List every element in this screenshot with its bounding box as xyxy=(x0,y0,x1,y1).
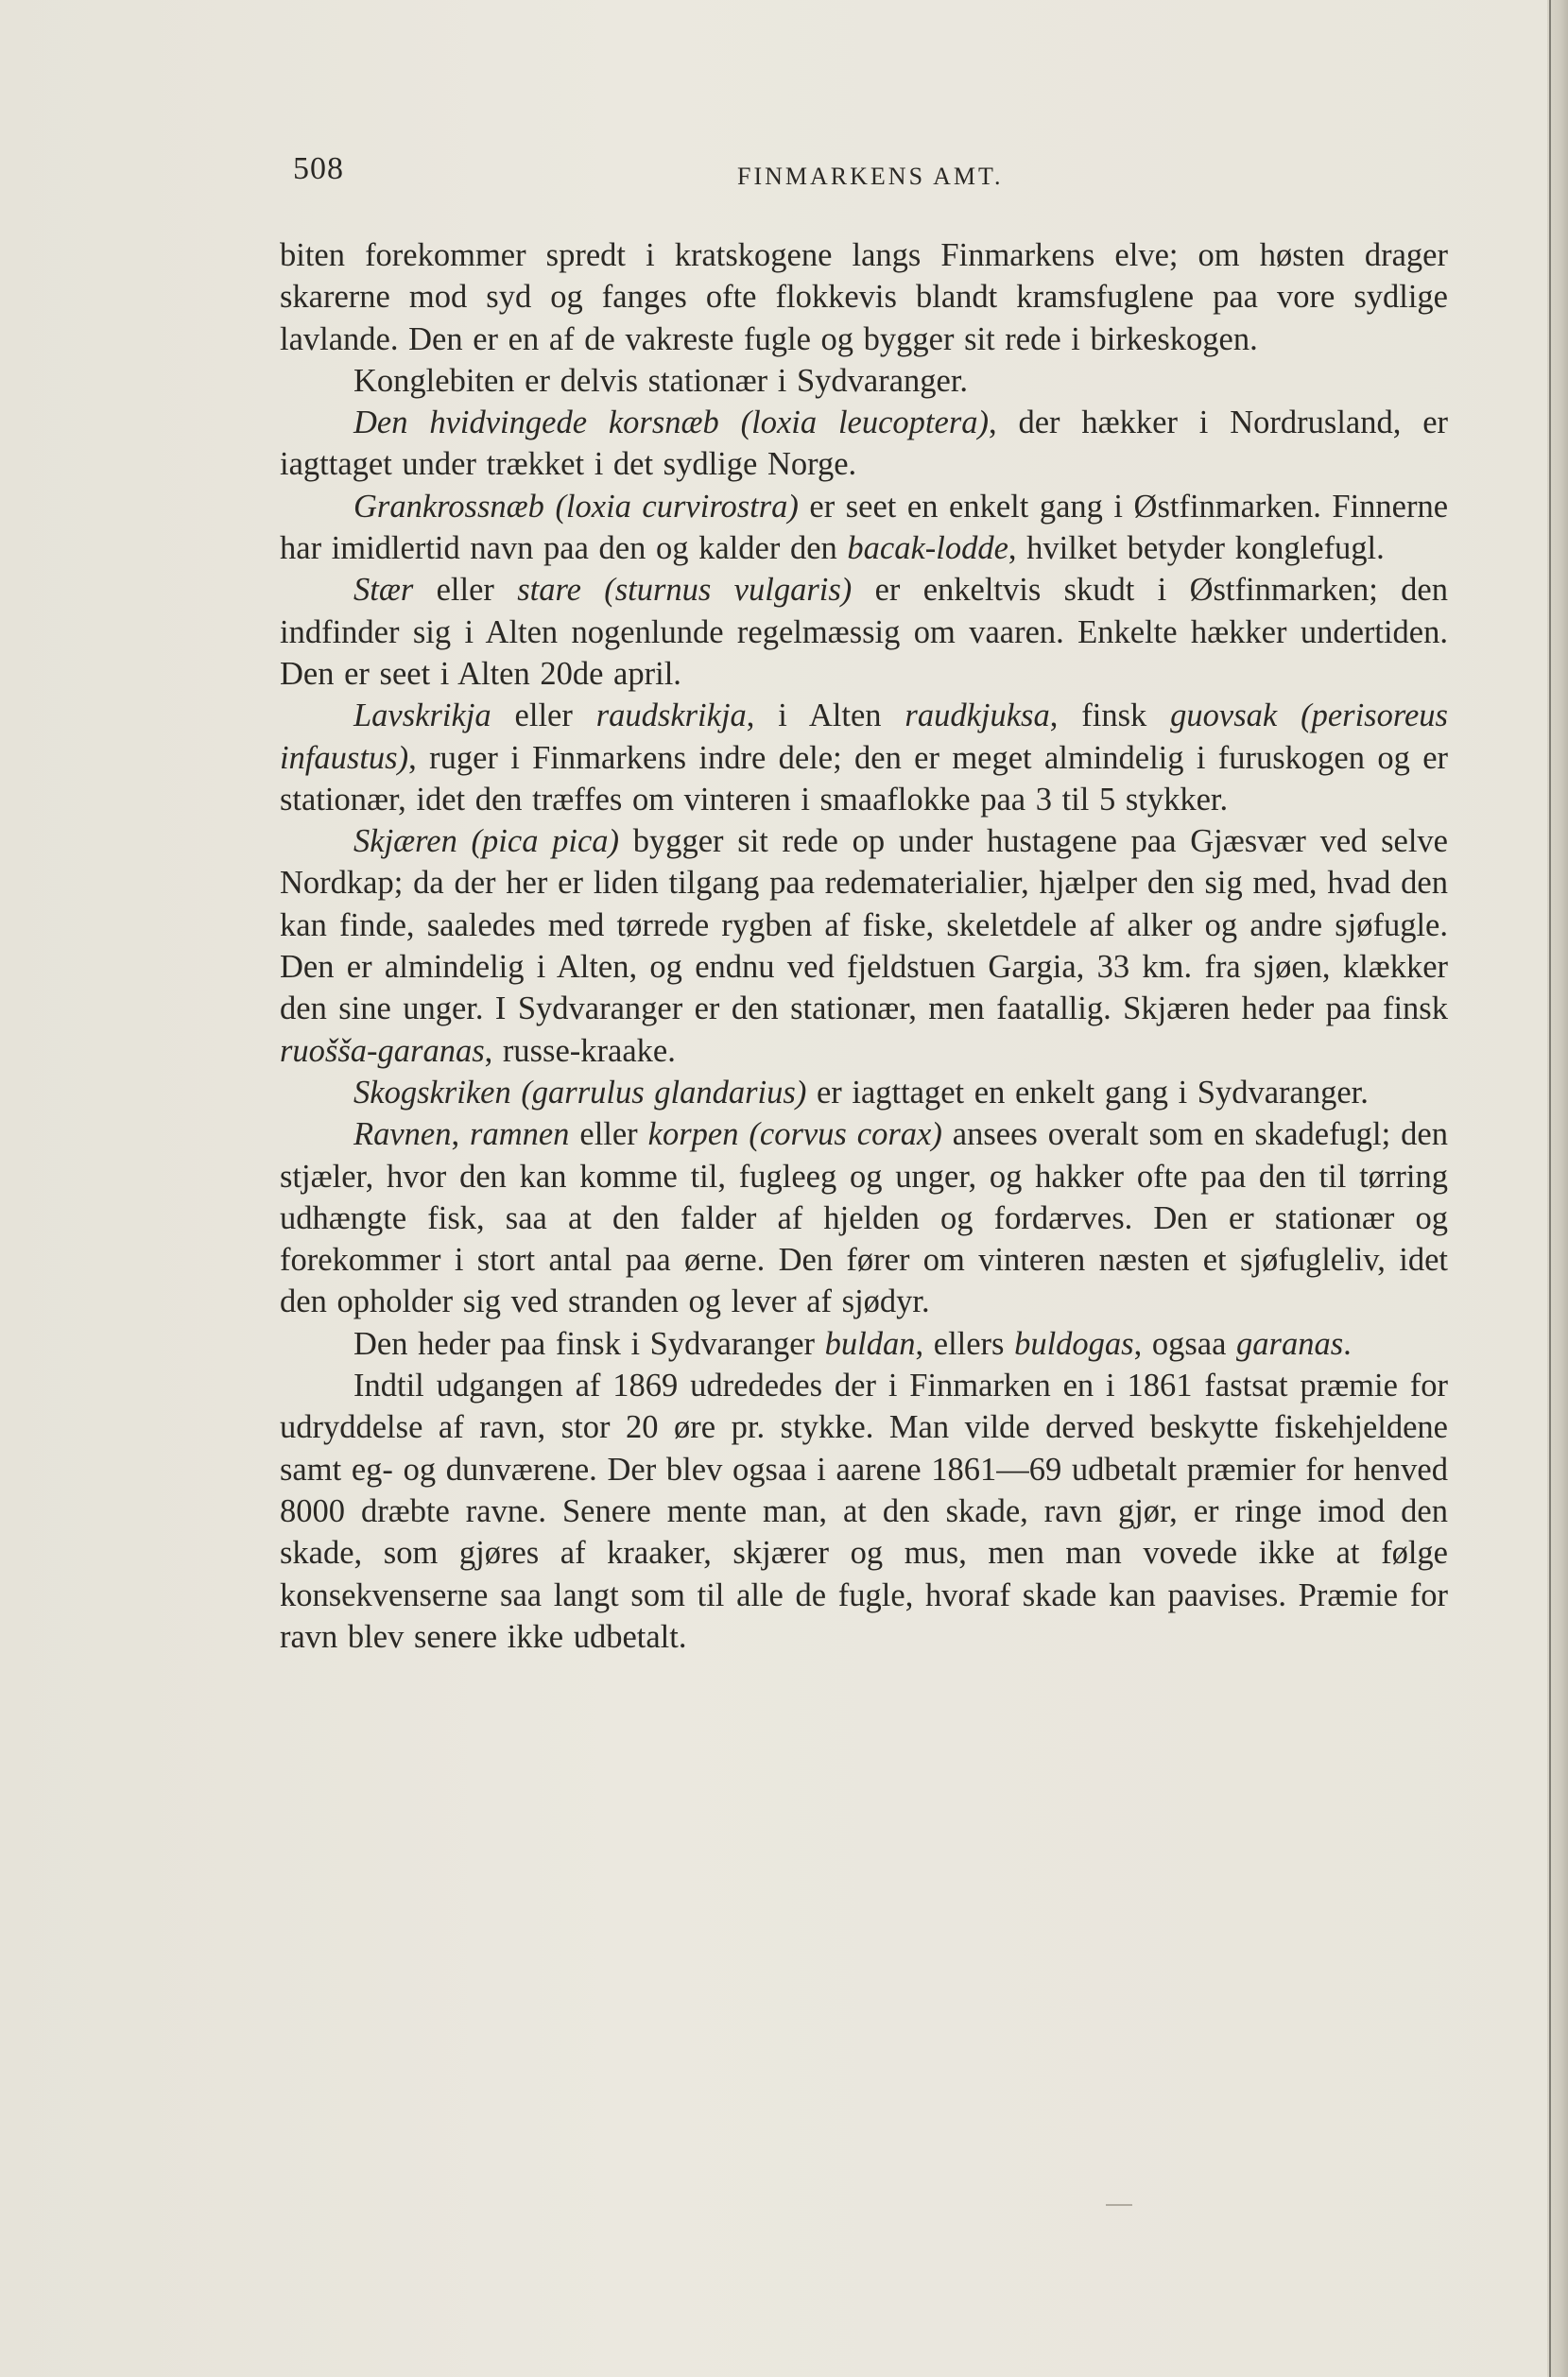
italic-term: ramnen xyxy=(470,1116,570,1153)
page-header xyxy=(293,151,1446,198)
text-run: eller xyxy=(413,572,518,609)
text-run: , russe-kraake. xyxy=(484,1032,676,1069)
paragraph xyxy=(280,486,1448,570)
paragraph xyxy=(280,360,1448,402)
running-head: FINMARKENS AMT. xyxy=(737,163,1004,190)
text-run: er iagttaget en enkelt gang i Sydvaranger. xyxy=(806,1074,1369,1111)
text-run: Den heder paa finsk i Sydvaranger xyxy=(353,1325,825,1362)
italic-term: ruošša-garanas xyxy=(280,1032,485,1069)
paragraph xyxy=(280,234,1448,360)
italic-term: buldan xyxy=(824,1325,916,1362)
text-run: Indtil udgangen af 1869 udrededes der i Finmarken en i 1861 fastsat præmie for udryddelse af ravn, stor 20 øre pr. stykke. Man vilde derved beskytte fiskehjeldene samt eg- og dunværene. Der blev ogsaa i aarene 1861—69 udbetalt præmier for henved 8000 dræbte ravne. Senere mente man, at den skade, ravn gjør, er ringe imod den skade, som gjøres af kraaker, skjærer og mus, men man vovede ikke at følge konsekvenserne saa langt som til alle de fugle, hvoraf skade kan paavises. Præmie for ravn blev senere ikke udbetalt. xyxy=(280,1368,1448,1655)
italic-term: buldogas xyxy=(1014,1325,1134,1362)
text-run: eller xyxy=(491,698,596,734)
italic-term: stare (sturnus vulgaris) xyxy=(517,572,853,609)
ink-mark xyxy=(1106,2204,1132,2206)
text-run: . xyxy=(1343,1325,1352,1362)
italic-term: Skogskriken (garrulus glandarius) xyxy=(353,1074,807,1111)
italic-term: Skjæren (pica pica) xyxy=(353,823,620,860)
text-run: biten forekommer spredt i kratskogene langs Finmarkens elve; om høsten drager skarerne mod syd og fanges ofte flokkevis blandt kramsfuglene paa vore sydlige lavlande. Den er en af de vakreste fugle og bygger sit rede i birkeskogen. xyxy=(280,237,1448,357)
italic-term: Ravnen xyxy=(353,1116,452,1153)
italic-term: garanas xyxy=(1236,1325,1344,1362)
text-run: er seet en enkelt gang i Østfinmarken. Finnerne har imidlertid navn paa den og kalder den xyxy=(280,488,1449,567)
italic-term: Stær xyxy=(353,572,414,609)
page-number: 508 xyxy=(293,151,344,186)
italic-term: Lavskrikja xyxy=(353,698,491,734)
text-run: ansees overalt som en skadefugl; den stjæler, hvor den kan komme til, fugleeg og unger, og hakker ofte paa den til tørring udhængte fisk, saa at den falder af hjelden og fordærves. Den er stationær og forekommer i stort antal paa øerne. Den fører om vinteren næsten et sjøfugleliv, idet den opholder sig ved stranden og lever af sjødyr. xyxy=(280,1116,1448,1320)
italic-term: bacak-lodde xyxy=(847,530,1008,567)
italic-term: Den hvidvingede korsnæb (loxia leucoptera) xyxy=(353,405,989,441)
paragraph xyxy=(280,402,1448,486)
italic-term: guovsak (perisoreus infaustus) xyxy=(280,698,1448,776)
text-run: eller xyxy=(569,1116,648,1153)
paragraph xyxy=(280,1365,1448,1658)
paragraph xyxy=(280,569,1448,695)
paragraph xyxy=(280,695,1448,820)
body-text xyxy=(280,234,1448,1658)
paragraph xyxy=(280,820,1448,1072)
text-run: , der hækker i Nordrusland, er iagttaget under trækket i det sydlige Norge. xyxy=(280,405,1448,483)
paragraph xyxy=(280,1072,1448,1113)
text-run: , ogsaa xyxy=(1133,1325,1237,1362)
italic-term: korpen (corvus corax) xyxy=(647,1116,942,1153)
paragraph xyxy=(280,1113,1448,1322)
italic-term: raudskrikja xyxy=(595,698,747,734)
paragraph xyxy=(280,1323,1448,1365)
italic-term: Grankrossnæb (loxia curvirostra) xyxy=(353,488,799,525)
text-run: , ellers xyxy=(915,1325,1015,1362)
text-run: , finsk xyxy=(1049,698,1171,734)
page-edge-line xyxy=(1549,0,1551,2377)
text-run: bygger sit rede op under hustagene paa Gjæsvær ved selve Nordkap; da der her er liden tilgang paa redematerialier, hjælper den sig med, hvad den kan finde, saaledes med tørrede rygben af fiske, skeletdele af alker og andre sjøfugle. Den er almindelig i Alten, og endnu ved fjeldstuen Gargia, 33 km. fra sjøen, klækker den sine unger. I Sydvaranger er den stationær, men faatallig. Skjæren heder paa finsk xyxy=(280,823,1448,1027)
italic-term: raudkjuksa xyxy=(905,698,1050,734)
text-run: Konglebiten er delvis stationær i Sydvaranger. xyxy=(353,362,969,399)
text-run: er enkeltvis skudt i Østfinmarken; den indfinder sig i Alten nogenlunde regelmæssig om vaaren. Enkelte hækker undertiden. Den er seet i Alten 20de april. xyxy=(280,572,1448,692)
text-run: , xyxy=(451,1116,471,1153)
text-run: , i Alten xyxy=(746,698,905,734)
text-run: , ruger i Finmarkens indre dele; den er meget almindelig i furuskogen og er stationær, idet den træffes om vinteren i smaaflokke paa 3 til 5 stykker. xyxy=(280,739,1448,818)
text-run: , hvilket betyder konglefugl. xyxy=(1008,530,1385,567)
